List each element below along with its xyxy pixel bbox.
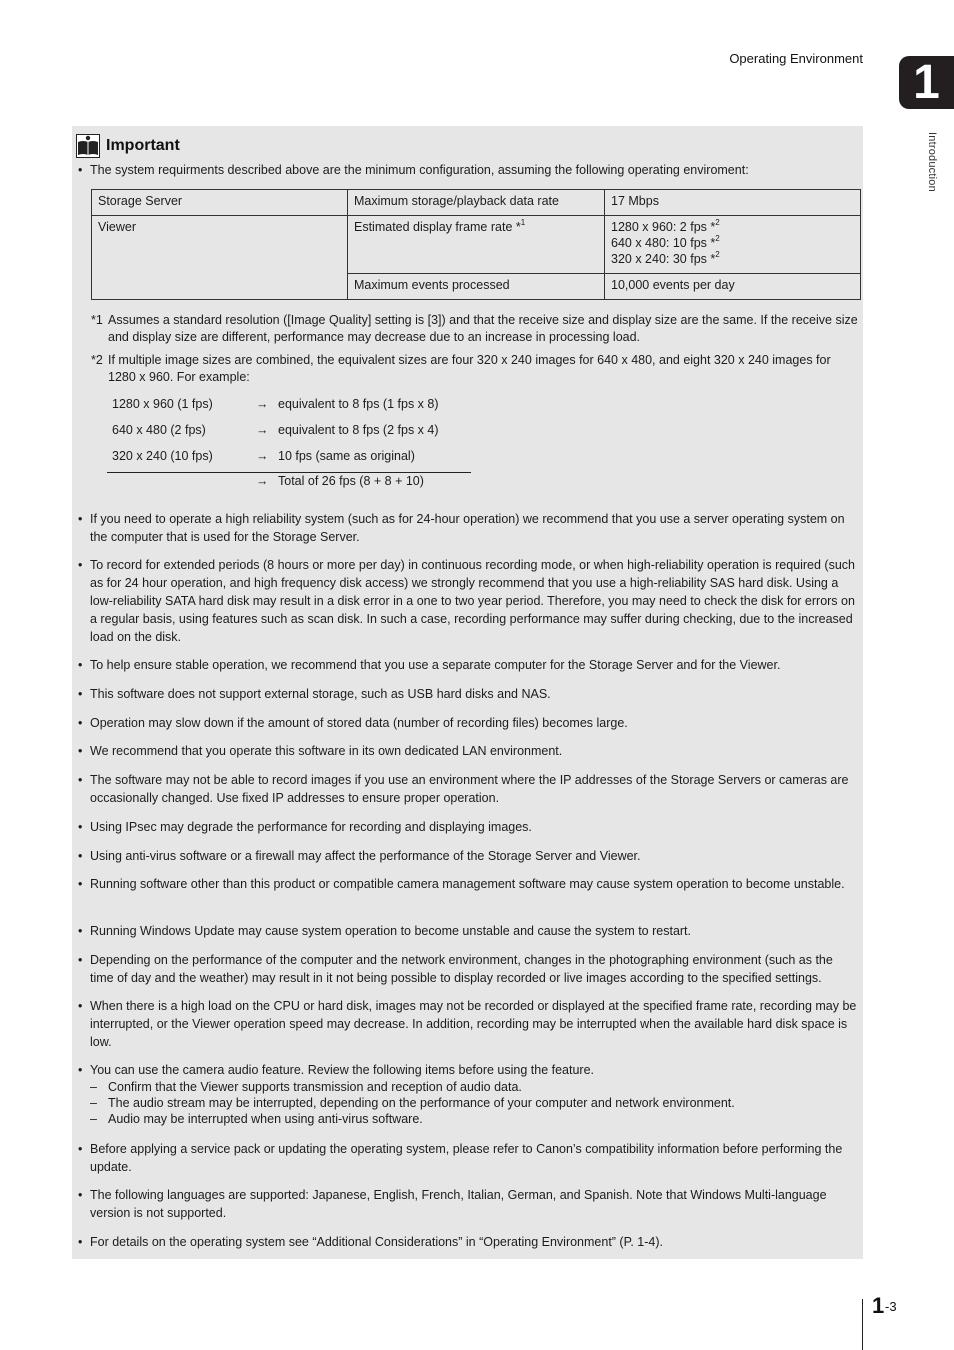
dash-marker: – (90, 1080, 97, 1094)
table-cell-value (605, 216, 861, 274)
bullet-marker: • (78, 953, 83, 967)
frame-rate-text: 1280 x 960: 2 fps * (611, 220, 716, 234)
bullet-marker: • (78, 558, 83, 572)
bullet-text: Running software other than this product or compatible camera management software may cause system operation to become unstable. (90, 877, 845, 891)
bullet-marker: • (78, 924, 83, 938)
frame-rate-line (611, 219, 854, 235)
example-row (112, 421, 472, 439)
sub-item (90, 1079, 858, 1095)
important-title: Important (106, 137, 180, 154)
item-text: Estimated display frame rate * (354, 220, 521, 234)
bullet-item (78, 685, 858, 703)
bullet-text: The software may not be able to record images if you use an environment where the IP addresses of the Storage Servers or cameras are occasionally changed. Use fixed IP addresses to ensure proper operation. (90, 773, 849, 805)
dash-marker: – (90, 1096, 97, 1110)
arrow-icon: → (256, 423, 269, 437)
table-cell-item: Maximum storage/playback data rate (348, 190, 605, 216)
frame-rate-text: 320 x 240: 30 fps * (611, 252, 716, 266)
arrow-icon: → (256, 449, 269, 463)
bullet-text: We recommend that you operate this software in its own dedicated LAN environment. (90, 744, 563, 758)
bullet-item (78, 847, 858, 865)
dash-marker: – (90, 1112, 97, 1126)
intro-bullet (78, 161, 858, 179)
bullet-item (78, 1186, 858, 1222)
footnote-marker: *2 (91, 353, 103, 367)
bullet-text: If you need to operate a high reliability system (such as for 24-hour operation) we recommend that you use a server operating system on the computer that is used for the Storage Server. (90, 512, 845, 544)
footnote-marker: *1 (91, 313, 103, 327)
table-cell-item: Maximum events processed (348, 274, 605, 300)
footnote-text: Assumes a standard resolution ([Image Quality] setting is [3]) and that the receive size and display size are the same. If the receive size and display size are different, performance may decrease due to an increase in processing load. (108, 313, 858, 344)
sub-item-text: Audio may be interrupted when using anti-virus software. (108, 1112, 423, 1126)
table-cell-value: 10,000 events per day (605, 274, 861, 300)
bullet-marker: • (78, 1235, 83, 1249)
footnote-text: If multiple image sizes are combined, the equivalent sizes are four 320 x 240 images for 640 x 480, and eight 320 x 240 images for 1280 x 960. For example: (108, 353, 831, 384)
bullet-text: Using anti-virus software or a firewall may affect the performance of the Storage Server and Viewer. (90, 849, 641, 863)
sub-item (90, 1111, 858, 1127)
sub-item-text: Confirm that the Viewer supports transmission and reception of audio data. (108, 1080, 522, 1094)
bullet-item (78, 997, 858, 1051)
side-label-introduction: Introduction (926, 132, 938, 192)
bullet-text: Using IPsec may degrade the performance for recording and displaying images. (90, 820, 532, 834)
bullet-text: Depending on the performance of the computer and the network environment, changes in the photographing environment (such as the time of day and the weather) may result in it not being possible to display recorded or live images according to the specified settings. (90, 953, 833, 985)
intro-text: The system requirments described above are the minimum configuration, assuming the following operating enviroment: (90, 163, 749, 177)
bullet-item (78, 951, 858, 987)
arrow-icon: → (256, 474, 269, 488)
page-number: -3 (885, 1299, 897, 1314)
footnote-2 (91, 352, 861, 386)
bullet-marker: • (78, 744, 83, 758)
bullet-marker: • (78, 687, 83, 701)
important-box (72, 126, 863, 1259)
frame-rate-line (611, 251, 854, 267)
header-title: Operating Environment (729, 51, 863, 66)
bullet-marker: • (78, 1063, 83, 1077)
bullet-marker: • (78, 999, 83, 1013)
bullet-text: Before applying a service pack or updating the operating system, please refer to Canon’s compatibility information before performing the update. (90, 1142, 843, 1174)
bullet-item (78, 556, 858, 646)
book-icon (76, 134, 100, 158)
sub-item-text: The audio stream may be interrupted, depending on the performance of your computer and network environment. (108, 1096, 735, 1110)
table-cell-component: Storage Server (92, 190, 348, 216)
bullet-text: You can use the camera audio feature. Review the following items before using the feature. (90, 1063, 595, 1077)
footnote-ref: 2 (715, 234, 720, 243)
example-result: equivalent to 8 fps (1 fps x 8) (278, 397, 439, 411)
bullet-text: Operation may slow down if the amount of stored data (number of recording files) becomes large. (90, 716, 628, 730)
example-total: Total of 26 fps (8 + 8 + 10) (278, 474, 424, 488)
bullet-marker: • (78, 163, 83, 177)
bullet-item (78, 742, 858, 760)
footnote-ref: 2 (715, 250, 720, 259)
important-heading (76, 134, 180, 158)
example-size: 320 x 240 (10 fps) (112, 449, 213, 463)
bullet-item (78, 1140, 858, 1176)
bullet-item (78, 922, 858, 940)
frame-rate-text: 640 x 480: 10 fps * (611, 236, 716, 250)
bullet-marker: • (78, 849, 83, 863)
arrow-icon: → (256, 397, 269, 411)
requirements-table (91, 189, 861, 300)
footnote-ref: 2 (715, 218, 720, 227)
bullet-item (78, 510, 858, 546)
example-row (112, 395, 472, 413)
bullet-marker: • (78, 1142, 83, 1156)
example-total-row (112, 472, 472, 490)
bullet-marker: • (78, 877, 83, 891)
bullet-marker: • (78, 820, 83, 834)
chapter-tab: 1 (899, 56, 954, 109)
bullet-text: To help ensure stable operation, we recommend that you use a separate computer for the Storage Server and for the Viewer. (90, 658, 781, 672)
bullet-marker: • (78, 1188, 83, 1202)
sub-item (90, 1095, 858, 1111)
table-cell-value: 17 Mbps (605, 190, 861, 216)
table-cell-component: Viewer (92, 216, 348, 300)
example-row (112, 447, 472, 465)
bullet-item (78, 714, 858, 732)
example-result: 10 fps (same as original) (278, 449, 415, 463)
page-rule (862, 1299, 863, 1350)
bullet-item (78, 656, 858, 674)
example-size: 640 x 480 (2 fps) (112, 423, 206, 437)
table-row (92, 216, 861, 274)
frame-rate-line (611, 235, 854, 251)
bullet-item-audio (78, 1061, 858, 1127)
bullet-text: For details on the operating system see “Additional Considerations” in “Operating Environment” (P. 1-4). (90, 1235, 663, 1249)
bullet-text: To record for extended periods (8 hours or more per day) in continuous recording mode, or when high-reliability operation is required (such as for 24 hour operation, and high frequency disk access) we strongly recommend that you use a high-reliability SAS hard disk. Using a low-reliability SATA hard disk may result in a disk error in a one to two year period. Therefore, you may need to check the disk for errors on a regular basis, using features such as scan disk. In such a case, recording performance may suffer during checking, due to the increased load on the disk. (90, 558, 855, 644)
bullet-text: This software does not support external storage, such as USB hard disks and NAS. (90, 687, 551, 701)
bullet-text: The following languages are supported: Japanese, English, French, Italian, German, and Spanish. Note that Windows Multi-language version is not supported. (90, 1188, 827, 1220)
example-size: 1280 x 960 (1 fps) (112, 397, 213, 411)
bullet-item (78, 1233, 858, 1251)
example-result: equivalent to 8 fps (2 fps x 4) (278, 423, 439, 437)
page-number-chapter: 1 (872, 1293, 885, 1318)
bullet-item (78, 818, 858, 836)
footnote-ref: 1 (520, 218, 526, 227)
bullet-marker: • (78, 773, 83, 787)
footnote-1 (91, 312, 861, 346)
table-cell-item (348, 216, 605, 274)
bullet-text: Running Windows Update may cause system operation to become unstable and cause the system to restart. (90, 924, 692, 938)
bullet-text: When there is a high load on the CPU or hard disk, images may not be recorded or displayed at the specified frame rate, recording may be interrupted, or the Viewer operation speed may decrease. In addition, recording may be interrupted when the available hard disk space is low. (90, 999, 857, 1049)
bullet-item (78, 771, 858, 807)
bullet-marker: • (78, 512, 83, 526)
bullet-marker: • (78, 658, 83, 672)
bullet-marker: • (78, 716, 83, 730)
table-row (92, 190, 861, 216)
bullet-item (78, 875, 858, 893)
